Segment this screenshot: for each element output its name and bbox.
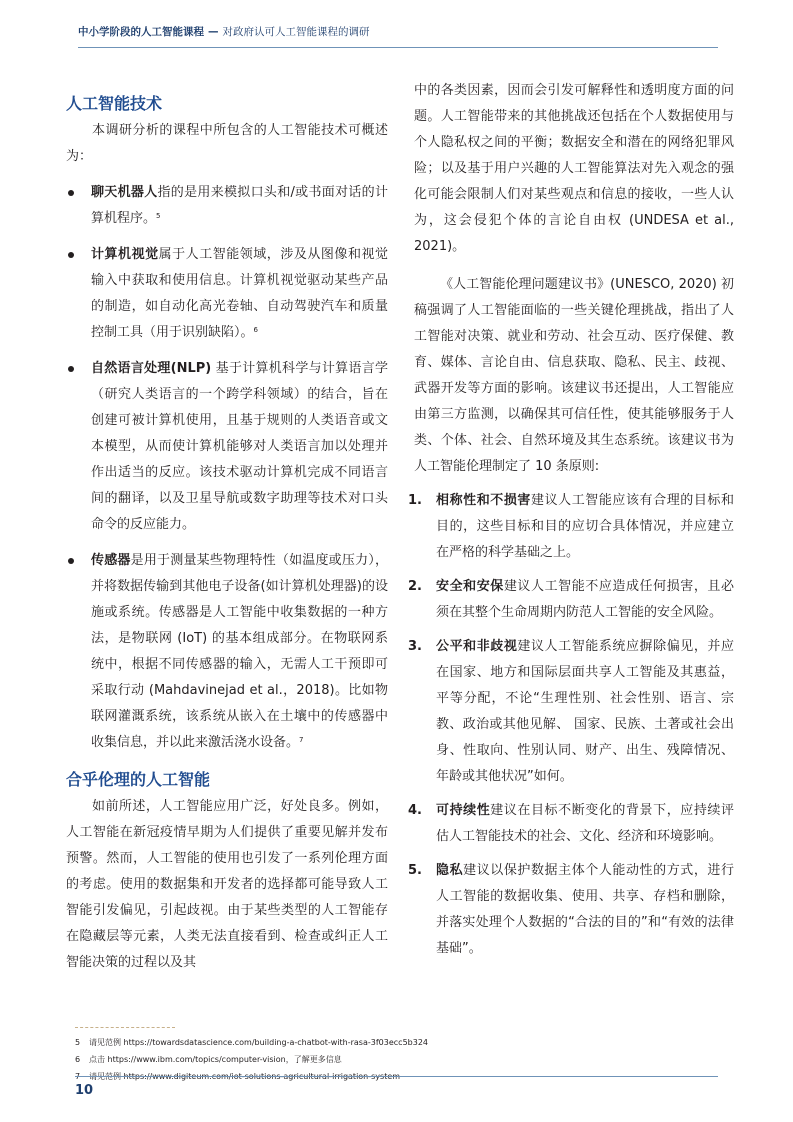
header-rule bbox=[78, 47, 718, 48]
principle-item bbox=[408, 858, 734, 962]
footnote-number: 6 bbox=[75, 1055, 81, 1064]
bullet-item bbox=[66, 242, 388, 346]
bullet-text: 属于人工智能领域，涉及从图像和视觉输入中获取和使用信息。计算机视觉驱动某些产品的制造，如自动化高光卷轴、自动驾驶汽车和质量控制工具（用于识别缺陷）。 bbox=[91, 247, 388, 340]
header-separator: — bbox=[208, 26, 219, 38]
section-intro: 本调研分析的课程中所包含的人工智能技术可概述为： bbox=[66, 123, 388, 164]
bullet-term: 自然语言处理(NLP) bbox=[91, 361, 212, 376]
bullet-dot-icon bbox=[68, 366, 74, 372]
principle-number: 5. bbox=[408, 863, 422, 878]
recommendation-paragraph: 《人工智能伦理问题建议书》(UNESCO, 2020) 初稿强调了人工智能面临的一些关键伦理挑战，指出了人工智能对决策、就业和劳动、社会互动、医疗保健、教育、媒体、言论自由、信息获取、隐私、民主、歧视、武器开发等方面的影响。该建议书还提出，人工智能应由第三方监测，以确保其可信任性，使其能够服务于人类、个体、社会、自然环境及其生态系统。该建议书为人工智能伦理制定了 10 条原则: bbox=[414, 277, 734, 474]
bullet-text: 指的是用来模拟口头和/或书面对话的计算机程序。 bbox=[91, 185, 388, 226]
principle-text: 建议以保护数据主体个人能动性的方式，进行人工智能的数据收集、使用、共享、存档和删除，并落实处理个人数据的“合法的目的”和“有效的法律基础”。 bbox=[436, 863, 734, 956]
footnote-ref: 7 bbox=[299, 736, 304, 744]
bullet-text: 基于计算机科学与计算语言学（研究人类语言的一个跨学科领域）的结合，旨在创建可被计算机使用，且基于规则的人类语音或文本模型，从而使计算机能够对人类语言加以处理并作出适当的反应。该技术驱动计算机完成不同语言间的翻译，以及卫星导航或数字助理等技术对口头命令的反应能力。 bbox=[91, 361, 388, 532]
bullet-dot-icon bbox=[68, 252, 74, 258]
principle-number: 2. bbox=[408, 579, 422, 594]
bullet-term: 传感器 bbox=[91, 553, 131, 568]
principle-item bbox=[408, 634, 734, 790]
section-title-ethical-ai: 合乎伦理的人工智能 bbox=[66, 770, 211, 789]
continued-paragraph: 中的各类因素，因而会引发可解释性和透明度方面的问题。人工智能带来的其他挑战还包括在个人数据使用与个人隐私权之间的平衡；数据安全和潜在的网络犯罪风险；以及基于用户兴趣的人工智能算法对先入观念的强化可能会限制人们对某些观点和信息的接收，一些人认为，这会侵犯个体的言论自由权 (UNDESA et al., 2021)。 bbox=[414, 83, 734, 254]
principle-item bbox=[408, 574, 734, 626]
bullet-item bbox=[66, 548, 388, 756]
section-paragraph: 如前所述，人工智能应用广泛，好处良多。例如，人工智能在新冠疫情早期为人们提供了重要见解并发布预警。然而，人工智能的使用也引发了一系列伦理方面的考虑。使用的数据集和开发者的选择都可能导致人工智能引发偏见，引起歧视。由于某些类型的人工智能存在隐藏层等元素，人类无法直接看到、检查或纠正人工智能决策的过程以及其 bbox=[66, 799, 388, 970]
footer-rule bbox=[75, 1076, 718, 1077]
page-number: 10 bbox=[75, 1083, 94, 1098]
principle-number: 1. bbox=[408, 493, 422, 508]
footnote bbox=[75, 1034, 428, 1051]
right-column bbox=[408, 78, 734, 962]
bullet-dot-icon bbox=[68, 190, 74, 196]
footnotes bbox=[75, 1034, 428, 1085]
bullet-term: 计算机视觉 bbox=[91, 247, 159, 262]
footnote bbox=[75, 1051, 428, 1068]
footnote-ref: 5 bbox=[156, 212, 161, 220]
header-subtitle: 对政府认可人工智能课程的调研 bbox=[222, 26, 370, 38]
principle-item bbox=[408, 488, 734, 566]
bullet-dot-icon bbox=[68, 558, 74, 564]
bullet-text: 是用于测量某些物理特性（如温度或压力），并将数据传输到其他电子设备(如计算机处理器)的设施或系统。传感器是人工智能中收集数据的一种方法，是物联网 (IoT) 的基本组成部分。在物联网系统中，根据不同传感器的输入，无需人工干预即可采取行动 (Mahdavinejad et al.，2018)。比如物联网灌溉系统，该系统从嵌入在土壤中的传感器中收集信息，并以此来激活浇水设备。 bbox=[91, 553, 388, 750]
footnote-ref: 6 bbox=[253, 326, 258, 334]
bullet-item bbox=[66, 356, 388, 538]
principle-term: 相称性和不损害 bbox=[436, 493, 531, 508]
principle-number: 4. bbox=[408, 803, 422, 818]
footnote-number: 5 bbox=[75, 1038, 81, 1047]
principle-text: 建议人工智能系统应摒除偏见，并应在国家、地方和国际层面共享人工智能及其惠益，平等分配，不论“生理性别、社会性别、语言、宗教、政治或其他见解、 国家、民族、土著或社会出身、性取向、性别认同、财产、出生、残障情况、年龄或其他状况”如何。 bbox=[436, 639, 734, 784]
running-header bbox=[78, 24, 718, 44]
principle-text: 建议人工智能应该有合理的目标和目的，这些目标和目的应切合具体情况，并应建立在严格的科学基础之上。 bbox=[436, 493, 734, 560]
bullet-item bbox=[66, 180, 388, 232]
principle-text: 建议在目标不断变化的背景下，应持续评估人工智能技术的社会、文化、经济和环境影响。 bbox=[436, 803, 734, 844]
footnote-divider bbox=[75, 1027, 175, 1028]
footnote-text[interactable]: 点击 https://www.ibm.com/topics/computer-vision，了解更多信息 bbox=[89, 1055, 342, 1064]
header-title: 中小学阶段的人工智能课程 bbox=[78, 26, 204, 38]
principle-term: 安全和安保 bbox=[436, 579, 504, 594]
principle-term: 公平和非歧视 bbox=[436, 639, 518, 654]
left-column bbox=[66, 92, 388, 976]
footnote-text[interactable]: 请见范例 https://towardsdatascience.com/building-a-chatbot-with-rasa-3f03ecc5b324 bbox=[89, 1038, 429, 1047]
section-title-ai-technology: 人工智能技术 bbox=[66, 94, 163, 113]
principle-term: 可持续性 bbox=[436, 803, 491, 818]
principle-item bbox=[408, 798, 734, 850]
principle-text: 建议人工智能不应造成任何损害，且必须在其整个生命周期内防范人工智能的安全风险。 bbox=[436, 579, 734, 620]
principle-number: 3. bbox=[408, 639, 422, 654]
principle-term: 隐私 bbox=[436, 863, 464, 878]
bullet-term: 聊天机器人 bbox=[91, 185, 158, 200]
